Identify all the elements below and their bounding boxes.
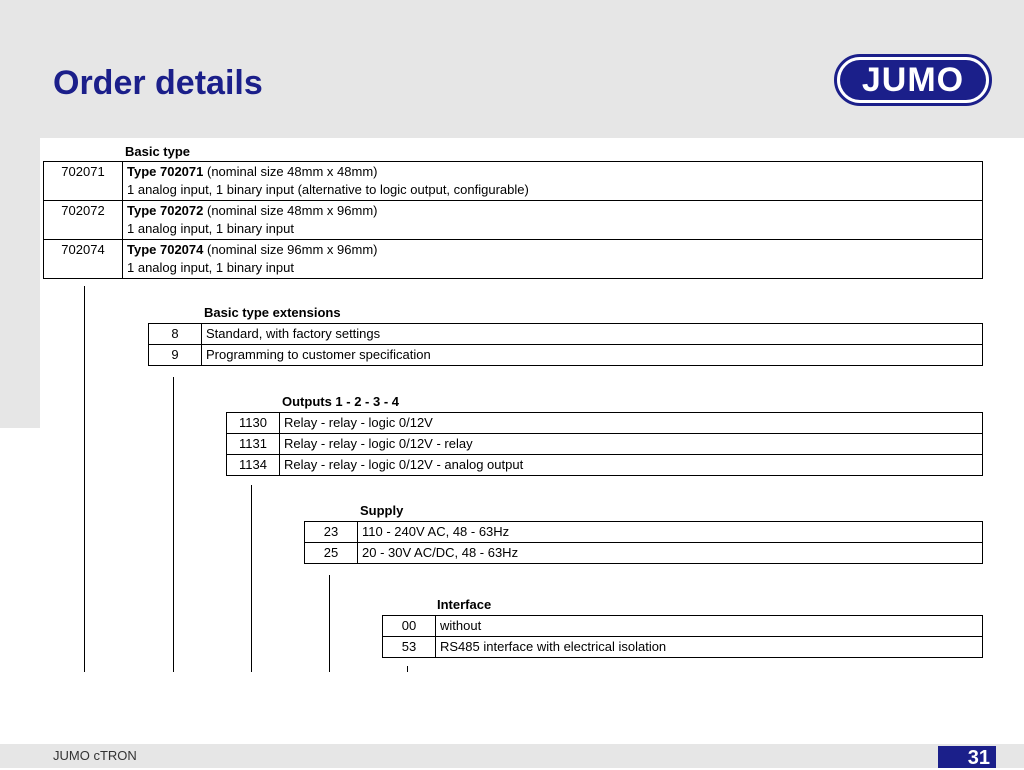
code-cell: 00 [383, 616, 436, 637]
connector-line [84, 286, 85, 672]
type-inputs: 1 analog input, 1 binary input [127, 260, 294, 275]
table-row [44, 162, 983, 201]
desc-cell [123, 162, 983, 201]
table-row [149, 324, 983, 345]
logo-text: JUMO [840, 60, 986, 100]
desc-cell: Programming to customer specification [202, 345, 983, 366]
supply-table [304, 521, 983, 564]
footer-product-name: JUMO cTRON [53, 748, 137, 763]
slide-title: Order details [53, 64, 263, 102]
desc-cell: Standard, with factory settings [202, 324, 983, 345]
table-row [149, 345, 983, 366]
outputs-label: Outputs 1 - 2 - 3 - 4 [282, 394, 400, 409]
desc-cell: 20 - 30V AC/DC, 48 - 63Hz [358, 543, 983, 564]
desc-cell: 110 - 240V AC, 48 - 63Hz [358, 522, 983, 543]
connector-line [173, 377, 174, 672]
table-row [227, 455, 983, 476]
code-cell: 25 [305, 543, 358, 564]
connector-line [251, 485, 252, 672]
basic-type-label: Basic type [125, 144, 191, 159]
connector-line [407, 666, 408, 672]
desc-cell [123, 201, 983, 240]
extensions-table [148, 323, 983, 366]
type-inputs: 1 analog input, 1 binary input [127, 221, 294, 236]
page-number: 31 [938, 746, 996, 768]
code-cell: 23 [305, 522, 358, 543]
desc-cell: Relay - relay - logic 0/12V - relay [280, 434, 983, 455]
code-cell: 702071 [44, 162, 123, 201]
table-row [383, 616, 983, 637]
type-name: Type 702071 [127, 164, 204, 179]
table-row [44, 240, 983, 279]
desc-cell: Relay - relay - logic 0/12V [280, 413, 983, 434]
code-cell: 1134 [227, 455, 280, 476]
type-size: (nominal size 96mm x 96mm) [203, 242, 378, 257]
left-background [0, 138, 40, 428]
code-cell: 702072 [44, 201, 123, 240]
code-cell: 53 [383, 637, 436, 658]
code-cell: 8 [149, 324, 202, 345]
table-row [44, 201, 983, 240]
desc-cell: RS485 interface with electrical isolation [436, 637, 983, 658]
interface-label: Interface [437, 597, 492, 612]
desc-cell: without [436, 616, 983, 637]
table-row [305, 543, 983, 564]
code-cell: 9 [149, 345, 202, 366]
connector-line [329, 575, 330, 672]
type-name: Type 702072 [127, 203, 204, 218]
table-row [227, 434, 983, 455]
code-cell: 702074 [44, 240, 123, 279]
code-cell: 1131 [227, 434, 280, 455]
type-inputs: 1 analog input, 1 binary input (alternative to logic output, configurable) [127, 182, 529, 197]
basic-type-table [43, 161, 983, 279]
supply-label: Supply [360, 503, 404, 518]
outputs-table [226, 412, 983, 476]
table-row [227, 413, 983, 434]
table-row [305, 522, 983, 543]
jumo-logo [834, 54, 992, 106]
desc-cell [123, 240, 983, 279]
type-size: (nominal size 48mm x 96mm) [203, 203, 378, 218]
code-cell: 1130 [227, 413, 280, 434]
type-name: Type 702074 [127, 242, 204, 257]
extensions-label: Basic type extensions [204, 305, 341, 320]
type-size: (nominal size 48mm x 48mm) [203, 164, 378, 179]
table-row [383, 637, 983, 658]
desc-cell: Relay - relay - logic 0/12V - analog output [280, 455, 983, 476]
footer-bar [0, 744, 1024, 768]
interface-table [382, 615, 983, 658]
